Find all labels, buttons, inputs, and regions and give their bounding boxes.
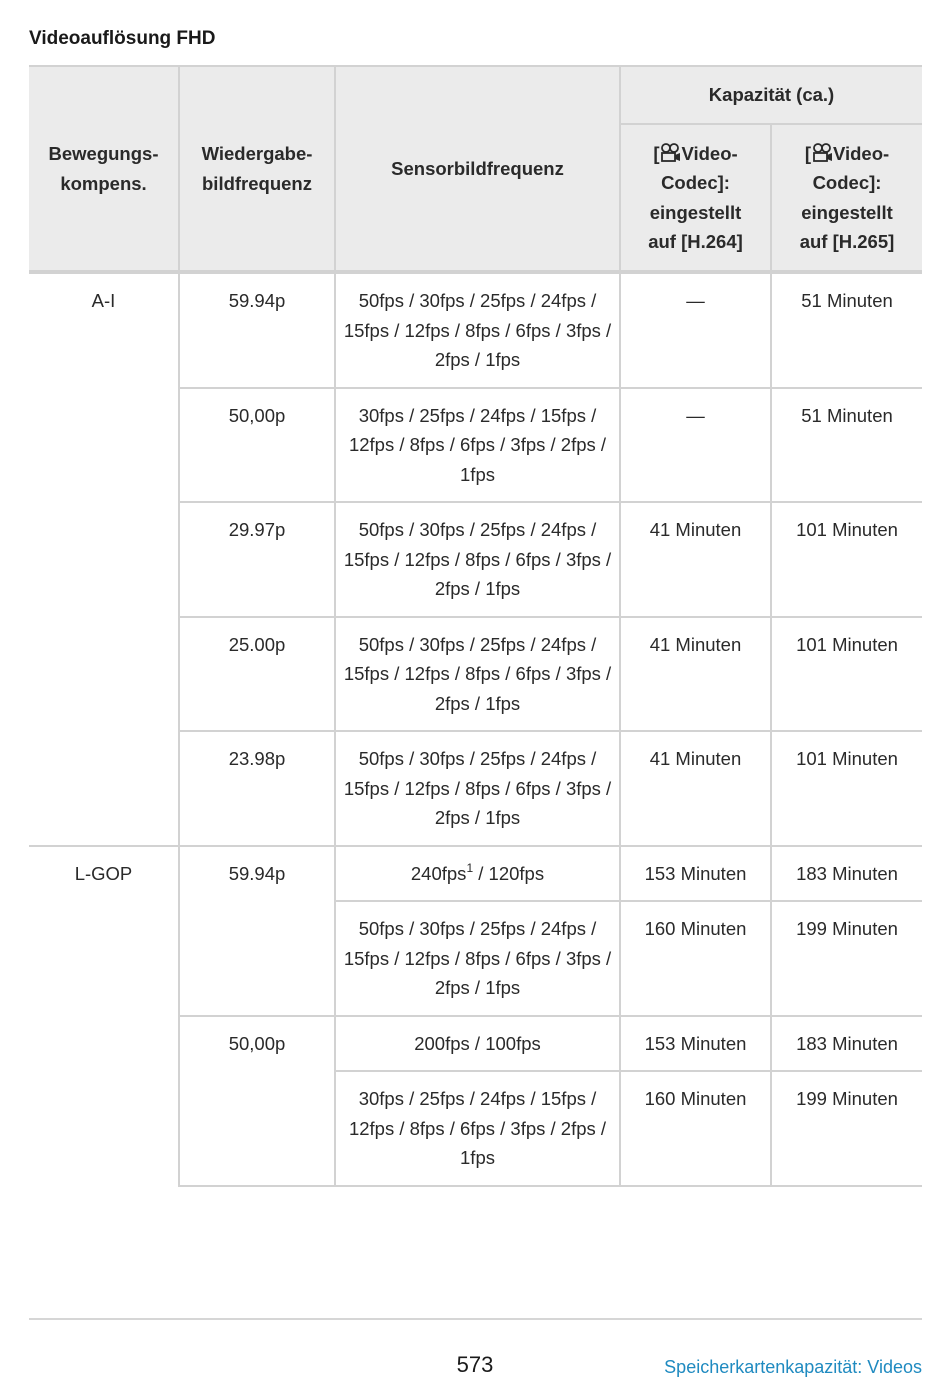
h264-capacity-cell: — bbox=[620, 388, 771, 503]
header-motion-compensation: Bewegungs- kompens. bbox=[29, 66, 179, 272]
section-link[interactable]: Speicherkartenkapazität: Videos bbox=[664, 1357, 922, 1377]
header-capacity: Kapazität (ca.) bbox=[620, 66, 922, 124]
header-codec-h265: [ Video- Codec]: eingestellt auf [H.265] bbox=[771, 124, 922, 272]
movie-camera-icon bbox=[659, 143, 681, 163]
footnote-marker: 1 bbox=[466, 860, 474, 875]
h265-capacity-cell: 183 Minuten bbox=[771, 1016, 922, 1072]
h265-capacity-cell: 51 Minuten bbox=[771, 272, 922, 388]
bracket-open: [ bbox=[804, 142, 811, 164]
motion-compensation-cell: L-GOP bbox=[29, 846, 179, 1186]
page-title: Videoauflösung FHD bbox=[29, 28, 216, 49]
h265-capacity-cell: 101 Minuten bbox=[771, 731, 922, 846]
h265-capacity-cell: 183 Minuten bbox=[771, 846, 922, 902]
h264-capacity-cell: 41 Minuten bbox=[620, 731, 771, 846]
h264-capacity-cell: — bbox=[620, 272, 771, 388]
h264-capacity-cell: 41 Minuten bbox=[620, 617, 771, 732]
header-codec-h264: [ Video- Codec]: eingestellt auf [H.264] bbox=[620, 124, 771, 272]
h265-capacity-cell: 101 Minuten bbox=[771, 617, 922, 732]
playback-cell: 50,00p bbox=[179, 388, 335, 503]
sensor-cell: 30fps / 25fps / 24fps / 15fps / 12fps / 8fps / 6fps / 3fps / 2fps / 1fps bbox=[335, 1071, 620, 1186]
h265-capacity-cell: 101 Minuten bbox=[771, 502, 922, 617]
sensor-cell: 50fps / 30fps / 25fps / 24fps / 15fps / 12fps / 8fps / 6fps / 3fps / 2fps / 1fps bbox=[335, 617, 620, 732]
playback-cell: 59.94p bbox=[179, 846, 335, 1016]
h265-capacity-cell: 51 Minuten bbox=[771, 388, 922, 503]
header-sensor-frame-rate: Sensorbildfrequenz bbox=[335, 66, 620, 272]
sensor-cell: 200fps / 100fps bbox=[335, 1016, 620, 1072]
page-number: 573 bbox=[456, 1352, 494, 1377]
sensor-cell: 50fps / 30fps / 25fps / 24fps / 15fps / 12fps / 8fps / 6fps / 3fps / 2fps / 1fps bbox=[335, 901, 620, 1016]
sensor-value: 240fps bbox=[410, 862, 467, 884]
sensor-cell: 50fps / 30fps / 25fps / 24fps / 15fps / 12fps / 8fps / 6fps / 3fps / 2fps / 1fps bbox=[335, 731, 620, 846]
table-row bbox=[29, 846, 922, 902]
sensor-value-rest: / 120fps bbox=[473, 862, 545, 884]
playback-cell: 25.00p bbox=[179, 617, 335, 732]
footer-divider bbox=[29, 1318, 922, 1320]
h264-capacity-cell: 153 Minuten bbox=[620, 1016, 771, 1072]
playback-cell: 50,00p bbox=[179, 1016, 335, 1186]
header-playback-frame-rate: Wiedergabe- bildfrequenz bbox=[179, 66, 335, 272]
playback-cell: 23.98p bbox=[179, 731, 335, 846]
h264-capacity-cell: 160 Minuten bbox=[620, 1071, 771, 1186]
motion-compensation-cell: A-I bbox=[91, 290, 116, 311]
video-capacity-table bbox=[29, 65, 922, 1187]
sensor-cell: 50fps / 30fps / 25fps / 24fps / 15fps / 12fps / 8fps / 6fps / 3fps / 2fps / 1fps bbox=[335, 502, 620, 617]
h264-capacity-cell: 153 Minuten bbox=[620, 846, 771, 902]
sensor-cell: 30fps / 25fps / 24fps / 15fps / 12fps / 8fps / 6fps / 3fps / 2fps / 1fps bbox=[335, 388, 620, 503]
playback-cell: 59.94p bbox=[179, 272, 335, 388]
bracket-open: [ bbox=[653, 142, 660, 164]
h264-capacity-cell: 160 Minuten bbox=[620, 901, 771, 1016]
h264-capacity-cell: 41 Minuten bbox=[620, 502, 771, 617]
table-row bbox=[29, 272, 922, 388]
playback-cell: 29.97p bbox=[179, 502, 335, 617]
h265-capacity-cell: 199 Minuten bbox=[771, 901, 922, 1016]
h265-capacity-cell: 199 Minuten bbox=[771, 1071, 922, 1186]
movie-camera-icon bbox=[811, 143, 833, 163]
sensor-cell bbox=[335, 846, 620, 902]
sensor-cell: 50fps / 30fps / 25fps / 24fps / 15fps / 12fps / 8fps / 6fps / 3fps / 2fps / 1fps bbox=[335, 272, 620, 388]
